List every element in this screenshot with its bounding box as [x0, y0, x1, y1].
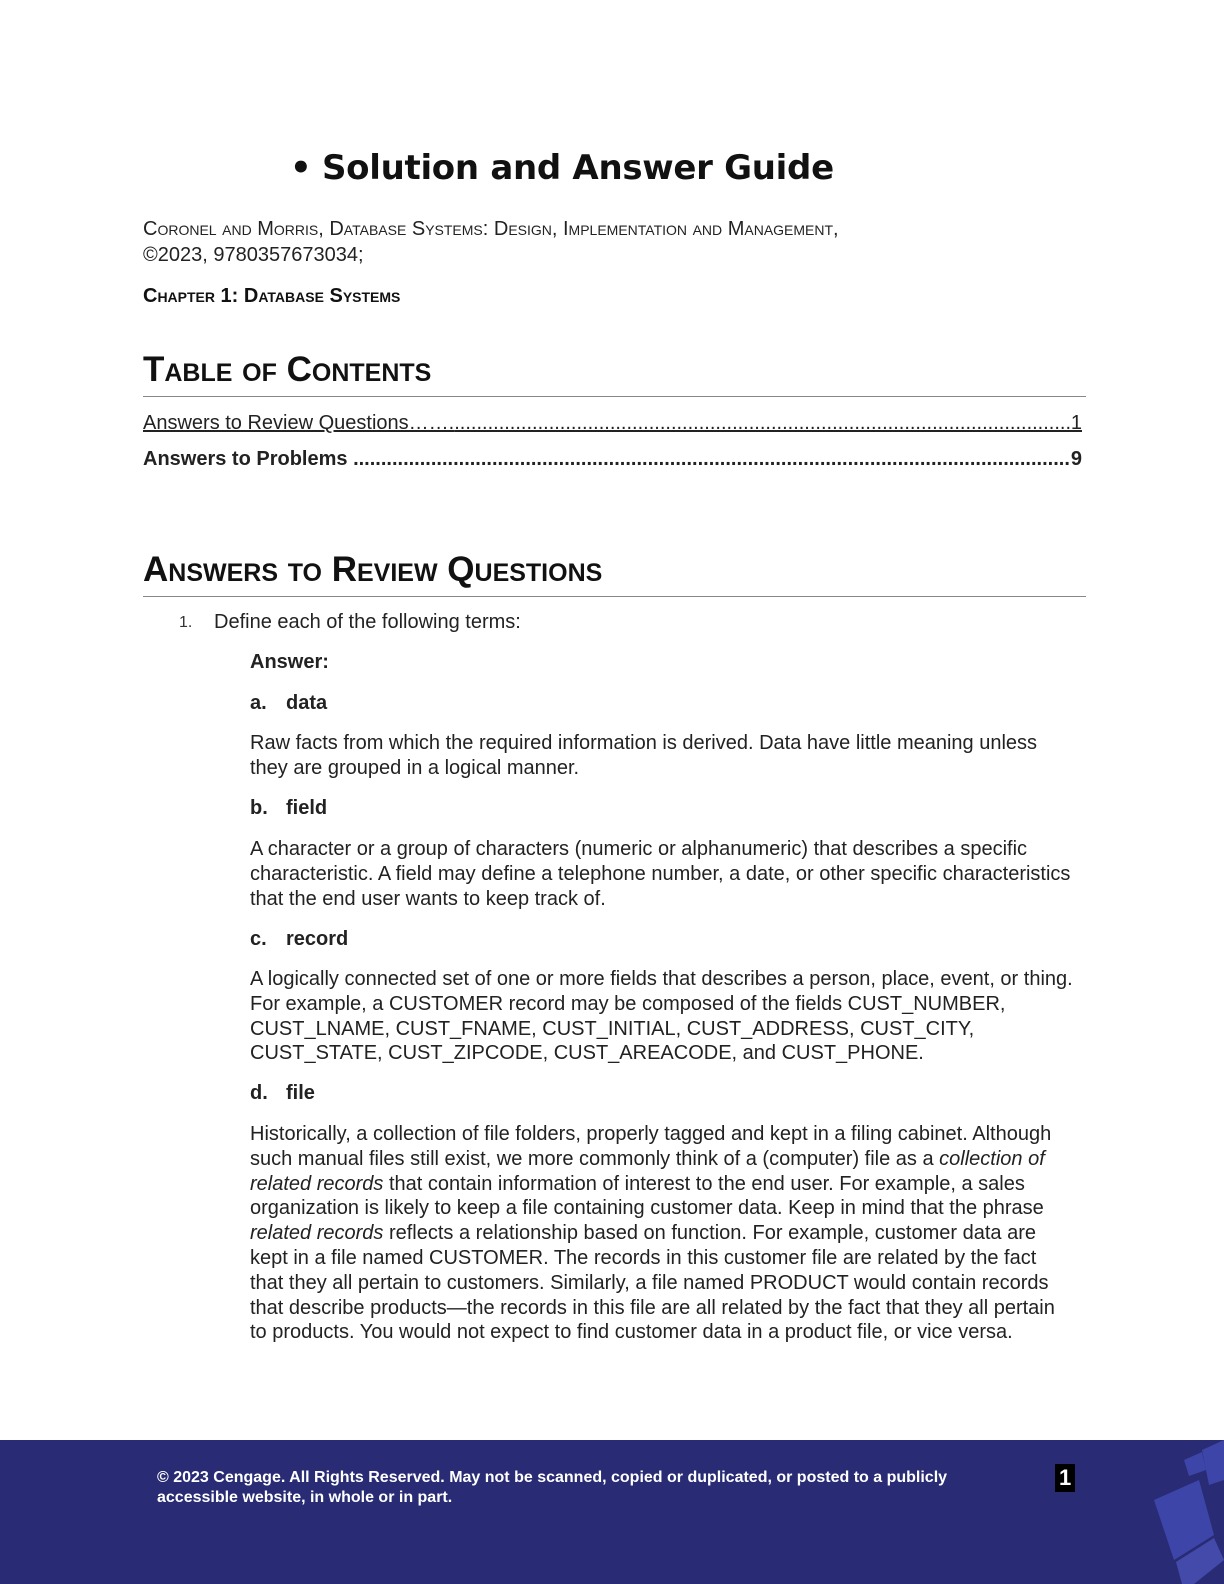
term-a-definition [250, 731, 1075, 781]
cengage-logo-icon [1114, 1440, 1224, 1584]
review-questions-heading: Answers to Review Questions [143, 548, 1086, 597]
term-heading [250, 795, 1075, 821]
term-d [250, 1080, 1075, 1106]
page-footer [0, 1440, 1224, 1584]
question-text: Define each of the following terms: [214, 611, 521, 633]
term-name: record [286, 928, 349, 950]
toc-entry-problems[interactable] [143, 448, 1082, 471]
term-letter: c. [250, 928, 267, 950]
term-c-definition [250, 967, 1075, 1066]
toc-dot-leader [353, 448, 1071, 471]
term-definition: A character or a group of characters (numeric or alphanumeric) that describes a specific characteristic. A field may define a telephone number, a date, or other specific characteristics that the end user wants to keep track of. [250, 838, 1071, 910]
toc-entry-label: Answers to Review Questions……. [143, 412, 455, 434]
toc-entry-label: Answers to Problems [143, 448, 354, 470]
copyright-notice: © 2023 Cengage. All Rights Reserved. May not be scanned, copied or duplicated, or posted to a publicly accessible website, in whole or in part. [157, 1469, 948, 1506]
book-citation-line-1: Coronel and Morris, Database Systems: Design, Implementation and Management, [143, 218, 839, 240]
toc-entry-review-questions[interactable] [143, 412, 1082, 435]
title-bullet: • [290, 148, 312, 188]
definition-emphasis: collection of related records [250, 1147, 1045, 1195]
definition-text: reflects a relationship based on function. For example, customer data are kept in a file named CUSTOMER. The records in this customer file are related by the fact that they all pertain to customers. Similarly, a file named PRODUCT would contain records that describe products—the records in this file are all related by the fact that they all pertain to products. You would not expect to find customer data in a product file, or vice versa. [250, 1222, 1055, 1344]
toc-dot-leader [454, 412, 1071, 435]
term-c [250, 926, 1075, 952]
book-citation [143, 216, 1083, 268]
term-definition: Raw facts from which the required information is derived. Data have little meaning unless they are grouped in a logical manner. [250, 732, 1038, 779]
page-number: 1 [1055, 1464, 1075, 1492]
term-a [250, 690, 1075, 716]
definition-text: that contain information of interest to the end user. For example, a sales organization is likely to keep a file containing customer data. Keep in mind that the phrase [250, 1172, 1044, 1220]
term-name: data [286, 692, 328, 714]
term-definition: A logically connected set of one or more fields that describes a person, place, event, or thing. For example, a CUSTOMER record may be composed of the fields CUST_NUMBER, CUST_LNAME, CUST_FNAME, CUST_INITIAL, CUST_ADDRESS, CUST_CITY, CUST_STATE, CUST_ZIPCODE, CUST_AREACODE, and CUST_PHONE. [250, 968, 1073, 1065]
term-name: field [286, 797, 328, 819]
toc-entry-page: 1 [1070, 412, 1082, 434]
term-letter: d. [250, 1082, 268, 1104]
definition-text: Historically, a collection of file folders, properly tagged and kept in a filing cabinet. Although such manual files still exist, we more commonly think of a (computer) file as a [250, 1123, 1052, 1170]
book-citation-line-2: ©2023, 9780357673034; [143, 244, 364, 266]
chapter-title: Chapter 1: Database Systems [143, 285, 401, 307]
definition-emphasis: related records [250, 1222, 384, 1245]
page-title [290, 148, 834, 188]
term-name: file [286, 1082, 315, 1104]
term-b [250, 795, 1075, 821]
toc-entry-page: 9 [1070, 448, 1082, 470]
question-number: 1. [179, 614, 193, 631]
answer-label: Answer: [250, 651, 329, 673]
answer-label-block [250, 649, 1075, 675]
term-heading [250, 690, 1075, 716]
term-definition [250, 1122, 1075, 1345]
term-letter: b. [250, 797, 268, 819]
term-heading [250, 1080, 1075, 1106]
term-letter: a. [250, 692, 267, 714]
term-d-definition [250, 1122, 1075, 1345]
term-heading [250, 926, 1075, 952]
title-text: Solution and Answer Guide [322, 148, 834, 188]
term-b-definition [250, 837, 1075, 911]
toc-heading: Table of Contents [143, 348, 1086, 397]
